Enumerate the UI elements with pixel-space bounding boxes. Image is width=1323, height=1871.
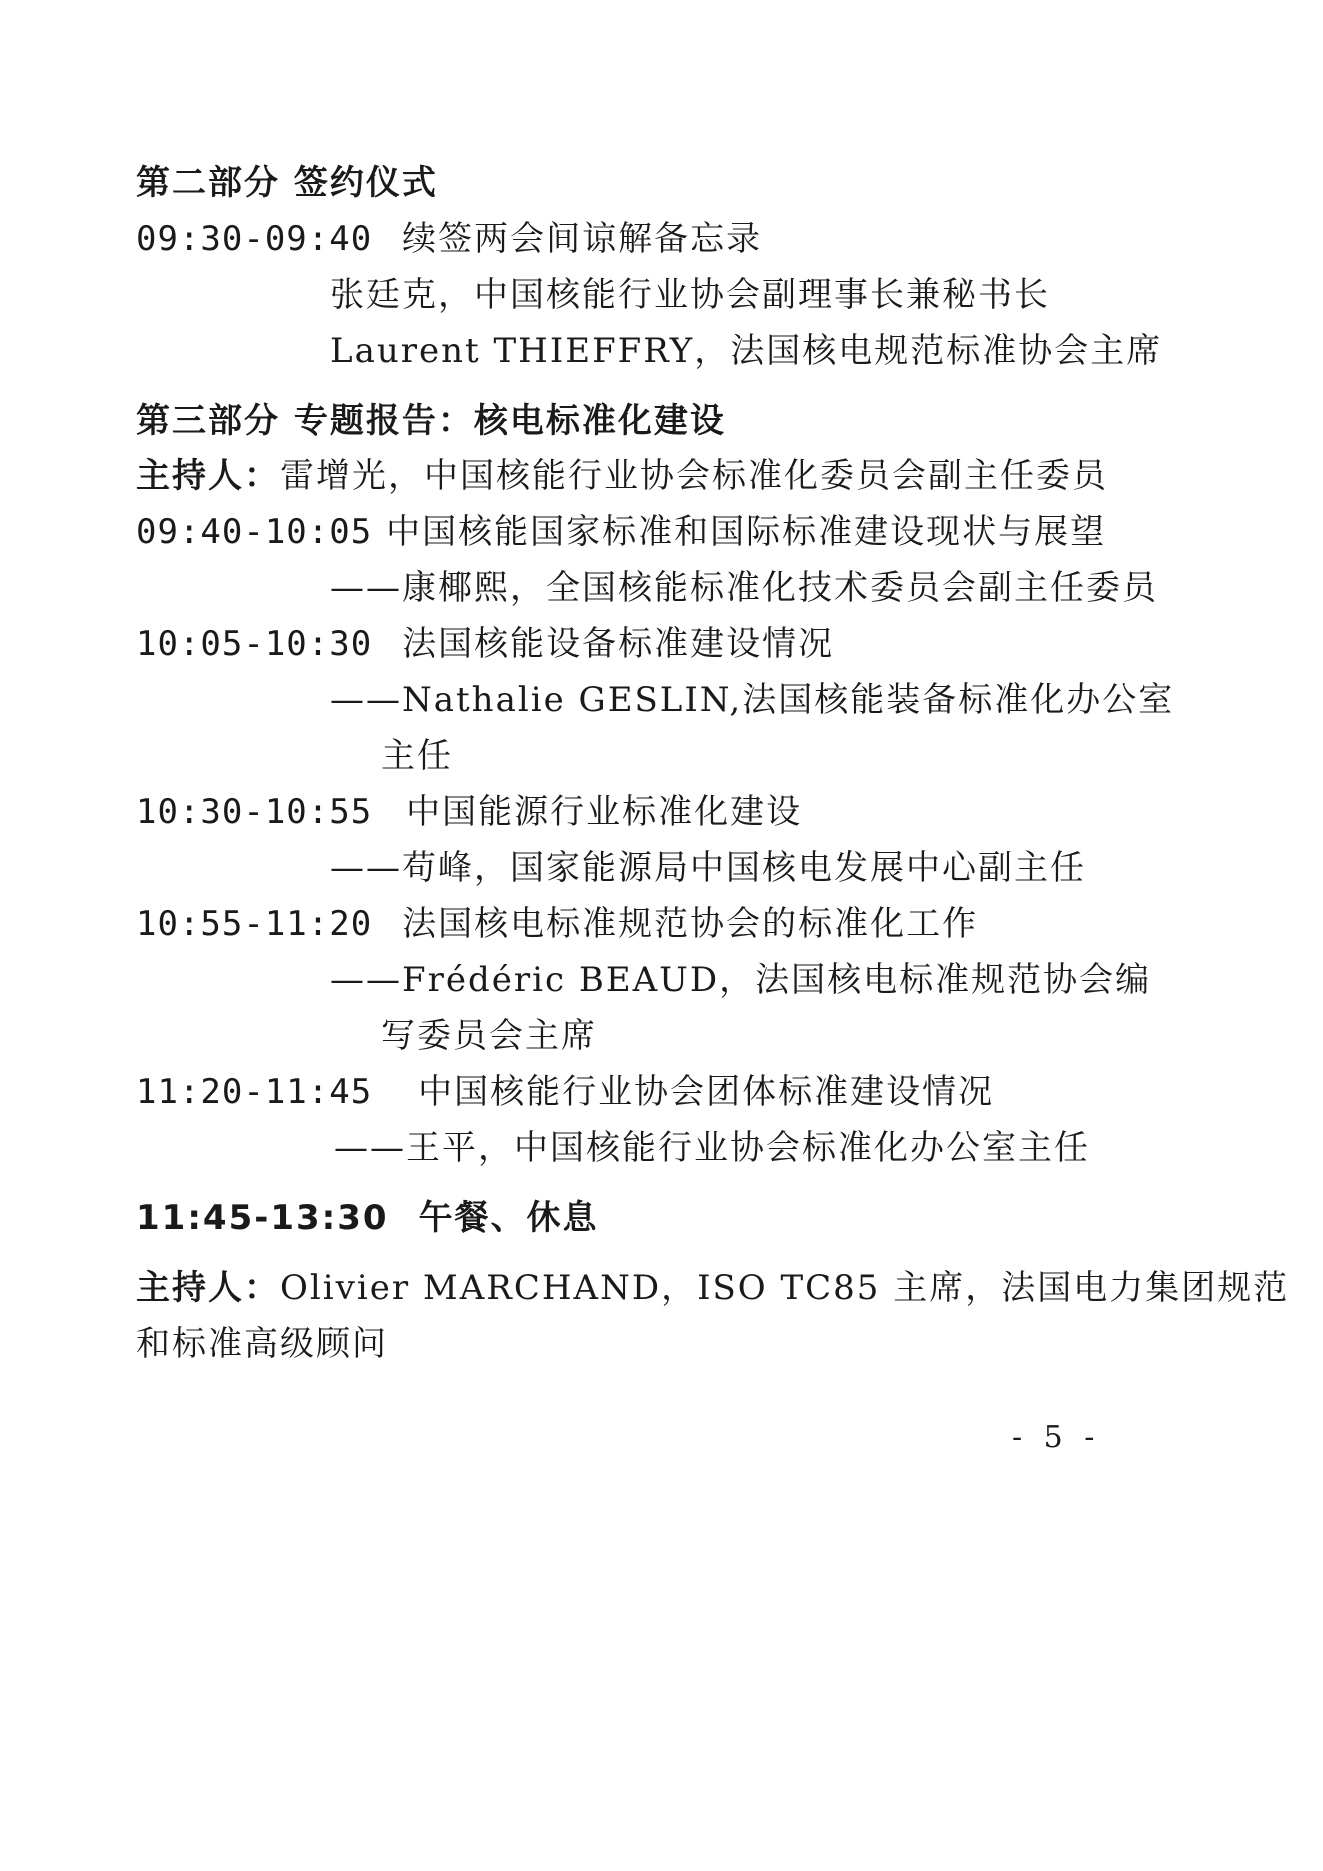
part3-host	[136, 454, 1108, 498]
agenda-row-talk-2	[136, 622, 834, 666]
speaker-line: ——康椰熙，全国核能标准化技术委员会副主任委员	[330, 568, 1158, 608]
agenda-title: 续签两会间谅解备忘录	[402, 219, 763, 259]
page-number: - 5 -	[1012, 1420, 1101, 1455]
part3-heading: 第三部分 专题报告：核电标准化建设	[136, 401, 726, 441]
part2-heading: 第二部分 签约仪式	[136, 163, 438, 203]
signer-line-1: 张廷克，中国核能行业协会副理事长兼秘书长	[330, 275, 1050, 315]
agenda-time: 10:05-10:30	[136, 624, 373, 664]
host-name-line-2: 和标准高级顾问	[136, 1324, 388, 1364]
speaker-line: ——苟峰，国家能源局中国核电发展中心副主任	[330, 848, 1086, 888]
agenda-time: 11:45-13:30	[136, 1198, 389, 1238]
afternoon-host	[136, 1266, 1289, 1310]
signer-line-2: Laurent THIEFFRY，法国核电规范标准协会主席	[330, 331, 1163, 371]
host-name: 雷增光，中国核能行业协会标准化委员会副主任委员	[280, 456, 1108, 496]
agenda-time: 09:40-10:05	[136, 512, 373, 552]
agenda-title: 午餐、休息	[418, 1198, 599, 1238]
agenda-time: 11:20-11:45	[136, 1072, 373, 1112]
speaker-line-cont: 写委员会主席	[381, 1016, 597, 1056]
agenda-title: 中国核能国家标准和国际标准建设现状与展望	[386, 512, 1107, 552]
speaker-line: ——Nathalie GESLIN,法国核能装备标准化办公室	[330, 680, 1175, 720]
agenda-title: 法国核能设备标准建设情况	[402, 624, 835, 664]
agenda-row-talk-4	[136, 902, 978, 946]
agenda-time: 10:30-10:55	[136, 792, 373, 832]
host-label: 主持人：	[136, 1268, 280, 1308]
agenda-time: 09:30-09:40	[136, 219, 373, 259]
speaker-line: ——Frédéric BEAUD，法国核电标准规范协会编	[330, 960, 1152, 1000]
agenda-row-signing	[136, 217, 762, 261]
speaker-line: ——王平，中国核能行业协会标准化办公室主任	[334, 1128, 1090, 1168]
host-label: 主持人：	[136, 456, 280, 496]
agenda-title: 中国核能行业协会团体标准建设情况	[418, 1072, 995, 1112]
agenda-row-talk-3	[136, 790, 802, 834]
agenda-row-talk-1	[136, 510, 1106, 554]
agenda-title: 法国核电标准规范协会的标准化工作	[402, 904, 979, 944]
agenda-row-talk-5	[136, 1070, 994, 1114]
agenda-row-lunch	[136, 1196, 599, 1240]
agenda-time: 10:55-11:20	[136, 904, 373, 944]
agenda-title: 中国能源行业标准化建设	[406, 792, 803, 832]
speaker-line-cont: 主任	[381, 736, 453, 776]
host-name-line-1: Olivier MARCHAND，ISO TC85 主席，法国电力集团规范	[280, 1268, 1290, 1308]
